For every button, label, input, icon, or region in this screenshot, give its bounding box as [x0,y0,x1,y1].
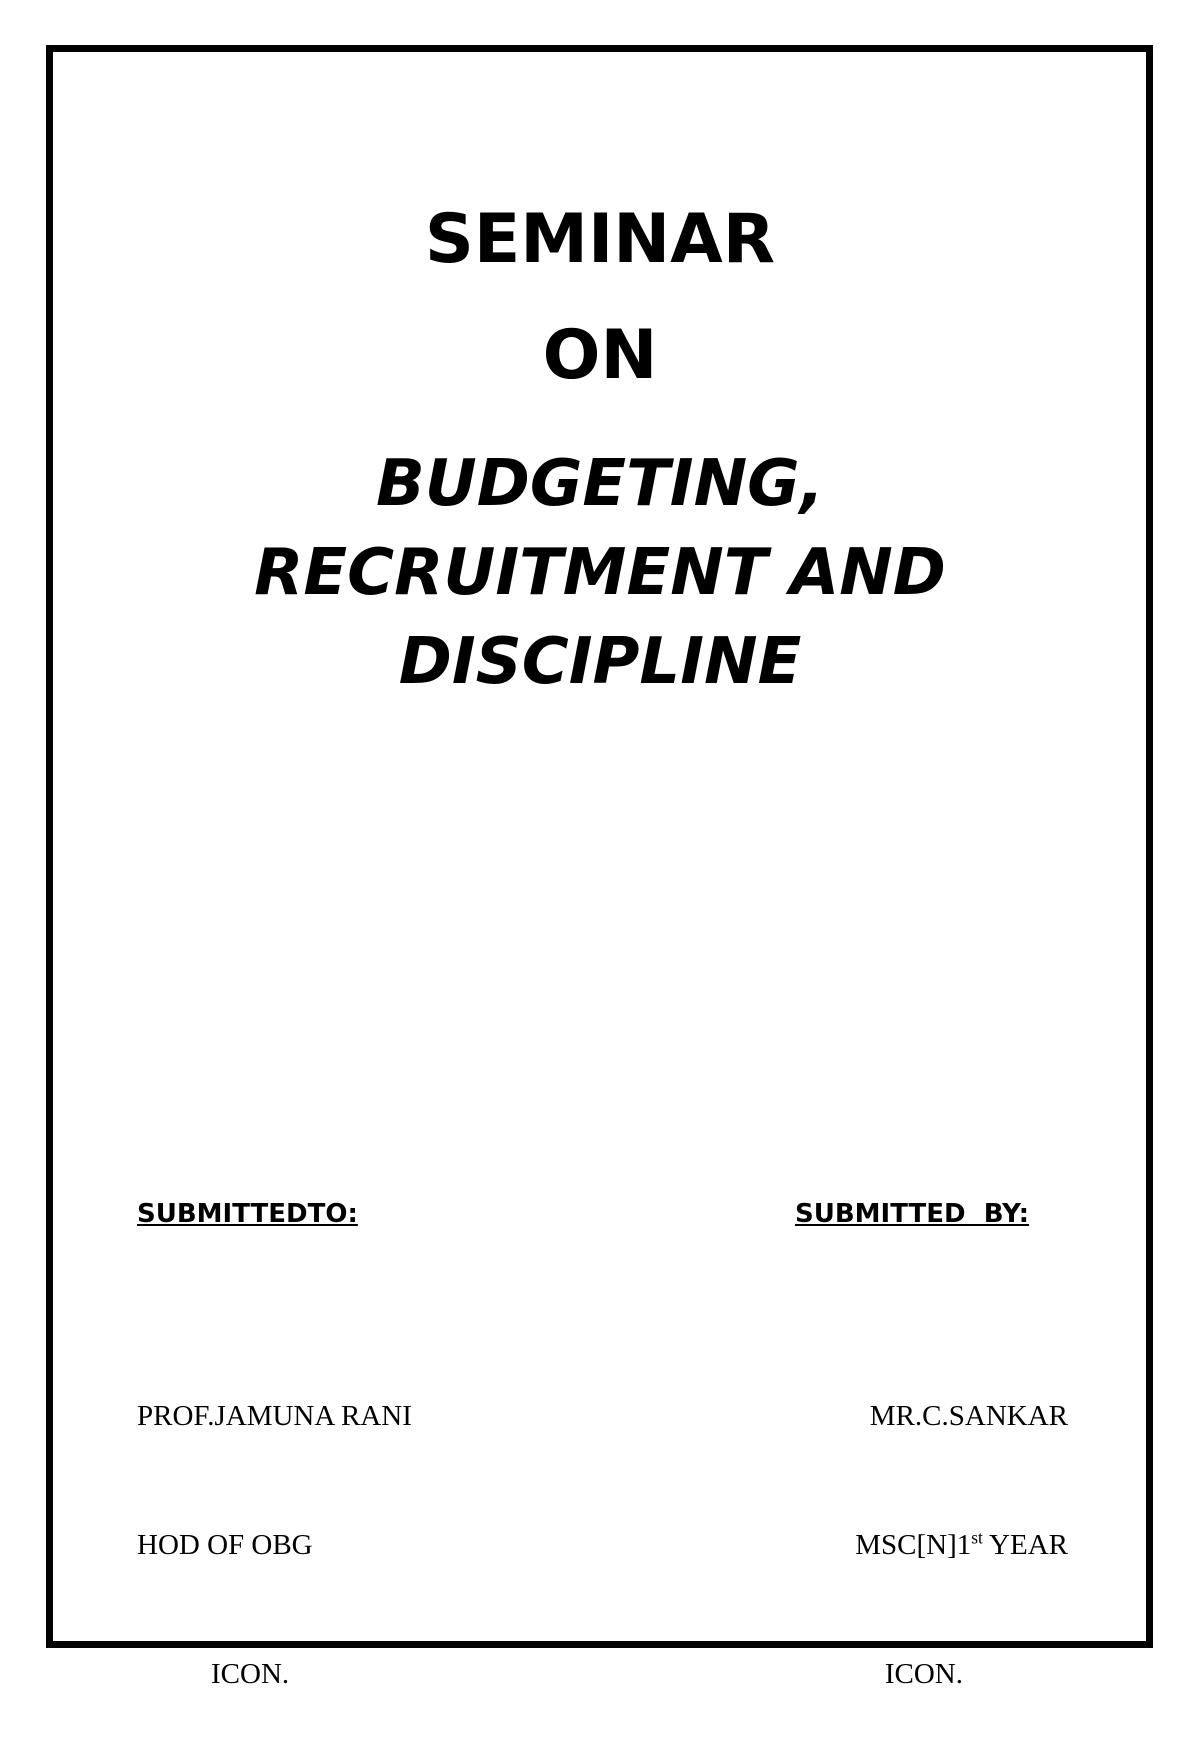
course-prefix: MSC[N]1 [855,1529,972,1561]
submitted-to-heading: SUBMITTEDTO: [137,1199,358,1229]
supervisor-designation: HOD OF OBG [137,1529,313,1561]
supervisor-institution: ICON. [211,1658,290,1690]
submitted-by-details [0,1309,1068,1739]
student-institution: ICON. [884,1658,963,1690]
title-on: ON [542,316,658,395]
supervisor-name: PROF.JAMUNA RANI [137,1400,412,1432]
topic-line: BUDGETING, [376,447,824,521]
submitted-by-heading: SUBMITTED BY: [795,1199,1030,1229]
topic-line: DISCIPLINE [398,625,802,699]
title-seminar: SEMINAR [424,200,776,279]
student-course [0,1524,1068,1567]
course-superscript: st [971,1527,983,1548]
topic-line: RECRUITMENT AND [254,536,946,610]
title-topic [0,440,1200,707]
course-suffix: YEAR [982,1529,1068,1561]
student-name: MR.C.SANKAR [869,1400,1068,1432]
